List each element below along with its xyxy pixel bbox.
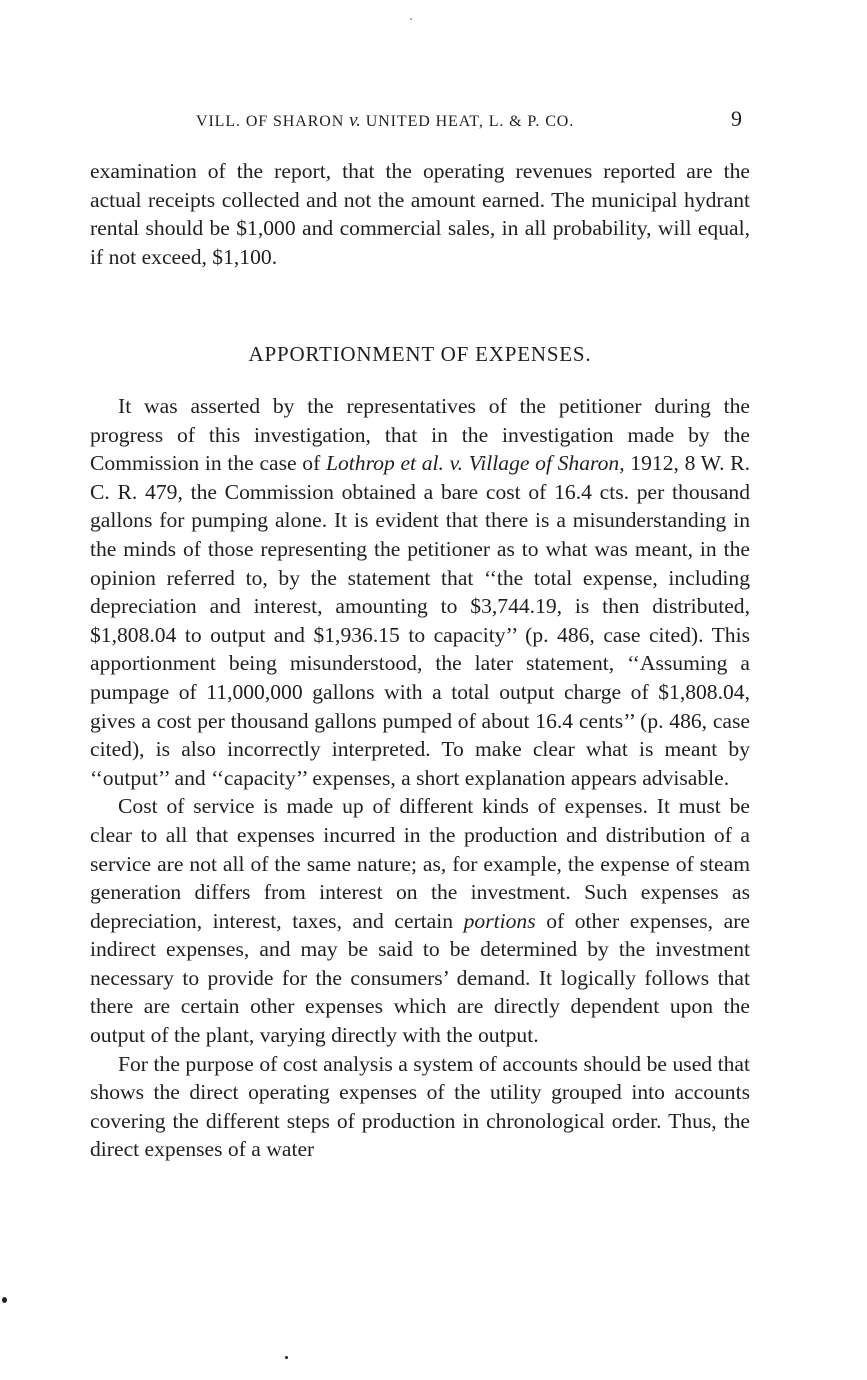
paragraph-3-text-2: of other expenses, are indirect expenses, and may be said to be determined by the investment necessary to provide for the consumers’ demand. It logically follows that there are certain other expenses which are directly dependent upon the output of the plant, varying directly with the output.: [90, 908, 750, 1048]
scan-speck-bottom: [285, 1356, 288, 1359]
running-head: [90, 106, 750, 134]
running-title-versus: v.: [349, 110, 361, 131]
section-heading: APPORTIONMENT OF EXPENSES.: [248, 342, 592, 366]
paragraph-3-text-1: Cost of service is made up of different kinds of expenses. It must be clear to all that expenses incurred in the production and distribution of a service are not all of the same nature; as, for example, the expense of steam generation differs from interest on the investment. Such expenses as depreciation, interest, taxes, and certain: [90, 794, 750, 933]
paragraph-1-text: examination of the report, that the operating revenues reported are the actual receipts collected and not the amount earned. The municipal hydrant rental should be $1,000 and commercial sales, in all probability, will equal, if not exceed, $1,100.: [90, 159, 750, 269]
case-citation: Lothrop et al. v. Village of Sharon: [325, 451, 620, 476]
section-body: [90, 392, 750, 1164]
paragraph-2-text-2: , 1912, 8 W. R. C. R. 479, the Commission obtained a bare cost of 16.4 cts. per thousand gallons for pumping alone. It is evident that there is a misunderstanding in the minds of those representing the petitioner as to what was meant, in the opinion referred to, by the statement that ‘‘the total expense, including depreciation and interest, amounting to $3,744.19, is then distributed, $1,808.04 to output and $1,936.15 to capacity’’ (p. 486, case cited). This apportionment being misunderstood, the later statement, ‘‘Assuming a pumpage of 11,000,000 gallons with a total output charge of $1,808.04, gives a cost per thousand gallons pumped of about 16.4 cents’’ (p. 486, case cited), is also incorrectly interpreted. To make clear what is meant by ‘‘output’’ and ‘‘capacity’’ expenses, a short explanation appears advisable.: [90, 451, 750, 790]
running-title-part-1: VILL. OF SHARON: [196, 113, 350, 130]
paragraph-2: [90, 392, 750, 792]
running-title: [196, 110, 574, 132]
page-number: 9: [731, 106, 742, 131]
paragraph-3: [90, 792, 750, 1049]
running-title-part-2: UNITED HEAT, L. & P. CO.: [360, 113, 575, 130]
scan-speck-left: [2, 1297, 7, 1303]
paragraph-continued: [90, 157, 750, 271]
paragraph-2-text-1: It was asserted by the representatives of the petitioner during the progress of this investigation, that in the investigation made by the Commission in the case of: [90, 394, 750, 476]
scan-speck-top: [410, 18, 412, 20]
emphasis-portions: portions: [463, 908, 536, 933]
paragraph-4: For the purpose of cost analysis a system of accounts should be used that shows the direct operating expenses of the utility grouped into accounts covering the different steps of production in chronological order. Thus, the direct expenses of a water: [90, 1051, 750, 1162]
